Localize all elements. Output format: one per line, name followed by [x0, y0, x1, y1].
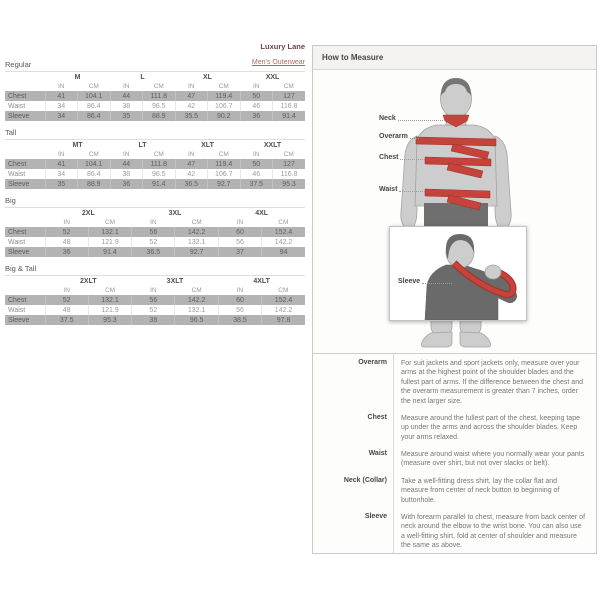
measurement-value: 37.5: [45, 315, 88, 325]
unit-header: CM: [104, 219, 116, 226]
measurement-value: 52: [132, 305, 175, 315]
size-header: MT: [72, 142, 83, 149]
measurement-value: 56: [132, 227, 175, 237]
measurement-value: 86.4: [78, 111, 111, 121]
measurement-value: 88.9: [78, 179, 111, 189]
size-header: XXL: [265, 74, 280, 81]
row-label: Chest: [5, 227, 45, 237]
unit-header: IN: [236, 287, 244, 294]
measurement-value: 35: [45, 179, 78, 189]
row-label: Sleeve: [5, 111, 45, 121]
size-table-big-tall: [5, 277, 305, 325]
size-header: XLT: [201, 142, 214, 149]
unit-header: CM: [191, 219, 202, 226]
measurement-value: 90.2: [208, 111, 241, 121]
measurement-value: 91.4: [143, 179, 176, 189]
measurement-value: 142.2: [262, 237, 305, 247]
table-row-waist: [5, 101, 305, 111]
size-header: 2XLT: [80, 278, 97, 285]
measurement-value: 41: [45, 159, 78, 169]
unit-header: CM: [88, 151, 99, 158]
size-table-regular: [5, 73, 305, 121]
measurement-value: 106.7: [208, 169, 241, 179]
measurement-value: 92.7: [175, 247, 218, 257]
how-to-measure-panel: [312, 45, 597, 554]
sleeve-inset: [389, 226, 527, 321]
measurement-value: 36: [110, 179, 143, 189]
brand-name: Luxury Lane: [260, 42, 305, 51]
measurement-value: 96.5: [175, 315, 218, 325]
measurement-diagram: [313, 70, 596, 353]
measurement-value: 52: [45, 295, 88, 305]
measurement-value: 104.1: [78, 159, 111, 169]
category-link[interactable]: Men's Outerwear: [251, 59, 305, 66]
unit-header: IN: [253, 83, 260, 90]
measurement-value: 132.1: [175, 237, 218, 247]
measurement-value: 38: [110, 169, 143, 179]
size-header: L: [140, 74, 145, 81]
measurement-value: 104.1: [78, 91, 111, 101]
measurement-value: 42: [175, 101, 208, 111]
measurement-value: 34: [45, 111, 78, 121]
definition-term: Neck (Collar): [313, 472, 394, 508]
measurement-value: 56: [218, 305, 261, 315]
definition-term: Waist: [313, 445, 394, 472]
measurement-value: 38.5: [218, 315, 261, 325]
chest-label: [379, 152, 425, 161]
measurement-value: 38: [110, 101, 143, 111]
measurement-value: 50: [240, 159, 273, 169]
size-header: 3XLT: [166, 278, 184, 285]
measurement-value: 142.2: [262, 305, 305, 315]
size-section-title: Regular: [5, 60, 305, 72]
unit-header: IN: [188, 151, 195, 158]
measurement-value: 86.4: [78, 169, 111, 179]
table-row-sleeve: [5, 179, 305, 189]
waist-label: [379, 184, 425, 193]
table-row-waist: [5, 305, 305, 315]
measurement-value: 35.5: [175, 111, 208, 121]
table-row-chest: [5, 91, 305, 101]
measurement-value: 50: [240, 91, 273, 101]
unit-header: IN: [58, 151, 65, 158]
size-section-big: [5, 196, 305, 257]
measurement-value: 91.4: [273, 111, 306, 121]
size-table-tall: [5, 141, 305, 189]
unit-header: CM: [283, 151, 294, 158]
measurement-value: 111.8: [143, 91, 176, 101]
measurement-value: 116.8: [273, 101, 306, 111]
measurement-value: 132.1: [88, 227, 131, 237]
table-row-waist: [5, 169, 305, 179]
waist-label-text: Waist: [379, 186, 398, 193]
unit-header: IN: [63, 287, 70, 294]
table-row-sleeve: [5, 315, 305, 325]
measurement-value: 88.9: [143, 111, 176, 121]
measurement-value: 127: [273, 91, 306, 101]
measurement-value: 127: [273, 159, 306, 169]
measurement-value: 97.8: [262, 315, 305, 325]
sleeve-label: [398, 276, 452, 285]
measurement-value: 52: [45, 227, 88, 237]
unit-header: IN: [58, 83, 65, 90]
size-header: XL: [203, 74, 212, 81]
unit-header: IN: [123, 83, 130, 90]
chest-label-text: Chest: [379, 154, 399, 161]
measurement-value: 38: [132, 315, 175, 325]
waist-leader-line: [399, 191, 425, 192]
unit-header: IN: [150, 287, 157, 294]
measurement-value: 36: [45, 247, 88, 257]
neck-label-text: Neck: [379, 115, 396, 122]
overarm-label: [379, 131, 419, 140]
measurement-value: 46: [240, 169, 273, 179]
unit-header: CM: [278, 219, 289, 226]
table-row-chest: [5, 227, 305, 237]
measurement-value: 48: [45, 237, 88, 247]
measurement-value: 121.9: [88, 237, 131, 247]
measurement-value: 152.4: [262, 227, 305, 237]
size-section-big-tall: [5, 264, 305, 325]
neck-leader-line: [398, 120, 443, 121]
measurement-value: 95.3: [273, 179, 306, 189]
measurement-value: 96.5: [143, 101, 176, 111]
measurement-value: 56: [218, 237, 261, 247]
overarm-leader-line: [410, 138, 419, 139]
sleeve-leader-line: [422, 283, 452, 284]
table-row-waist: [5, 237, 305, 247]
measurement-value: 47: [175, 91, 208, 101]
size-header: 4XLT: [253, 278, 270, 285]
unit-header: IN: [188, 83, 195, 90]
sleeve-label-text: Sleeve: [398, 278, 421, 285]
measurement-value: 142.2: [175, 295, 218, 305]
row-label: Waist: [8, 306, 26, 314]
measurement-value: 46: [240, 101, 273, 111]
size-header: 4XL: [255, 210, 269, 217]
measurement-value: 34: [45, 101, 78, 111]
measurement-value: 92.7: [208, 179, 241, 189]
measurement-value: 121.9: [88, 305, 131, 315]
unit-header: CM: [278, 287, 289, 294]
measurement-value: 95.3: [88, 315, 131, 325]
measurement-value: 111.8: [143, 159, 176, 169]
neck-label: [379, 113, 443, 122]
measure-definitions: [313, 353, 596, 553]
profile-fist: [485, 265, 501, 279]
row-label: Waist: [8, 238, 26, 246]
definition-description: Measure around the fullest part of the chest, keeping tape up under the arms and across the shoulder blades. Keep your arms relaxed.: [401, 414, 581, 441]
size-section-tall: [5, 128, 305, 189]
measurement-value: 41: [45, 91, 78, 101]
table-row-chest: [5, 159, 305, 169]
unit-header: CM: [283, 83, 294, 90]
unit-header: CM: [191, 287, 202, 294]
size-header: XXLT: [263, 142, 282, 149]
unit-header: CM: [218, 151, 229, 158]
overarm-label-text: Overarm: [379, 133, 408, 140]
panel-title: How to Measure: [313, 46, 596, 70]
unit-header: IN: [150, 219, 157, 226]
unit-header: IN: [63, 219, 70, 226]
size-header: M: [74, 74, 81, 81]
measurement-value: 42: [175, 169, 208, 179]
unit-header: CM: [104, 287, 116, 294]
table-row-chest: [5, 295, 305, 305]
definition-term: Overarm: [313, 354, 394, 409]
measurement-value: 34: [45, 169, 78, 179]
measurement-value: 142.2: [175, 227, 218, 237]
measurement-value: 37.5: [240, 179, 273, 189]
unit-header: CM: [153, 83, 164, 90]
unit-header: CM: [88, 83, 99, 90]
measurement-value: 106.7: [208, 101, 241, 111]
row-label: Sleeve: [5, 179, 45, 189]
table-row-sleeve: [5, 111, 305, 121]
size-section-title: Big & Tall: [5, 264, 305, 276]
measurement-value: 36.5: [175, 179, 208, 189]
measurement-value: 132.1: [88, 295, 131, 305]
measurement-value: 47: [175, 159, 208, 169]
size-tables: [5, 60, 305, 325]
size-section-regular: [5, 60, 305, 121]
size-table-big: [5, 209, 305, 257]
unit-header: IN: [253, 151, 260, 158]
measurement-value: 36.5: [132, 247, 175, 257]
size-header: 3XL: [168, 210, 182, 217]
measurement-value: 56: [132, 295, 175, 305]
unit-header: CM: [218, 83, 229, 90]
row-label: Waist: [8, 102, 26, 110]
table-row-sleeve: [5, 247, 305, 257]
row-label: Chest: [5, 91, 45, 101]
definition-description: For suit jackets and sport jackets only, measure over your arms at the highest point of the shoulder blades and the fullest part of arms. If the difference between the chest and the overarm measurement is greater than 7 inches, order the next larger size.: [401, 360, 583, 405]
row-label: Sleeve: [5, 247, 45, 257]
row-label: Chest: [5, 295, 45, 305]
definition-description: Measure around waist where you normally wear your pants (measure over shirt, but not over slacks or belt).: [401, 451, 585, 468]
size-header: LT: [138, 142, 147, 149]
row-label: Chest: [5, 159, 45, 169]
definition-description: Take a well-fitting dress shirt, lay the collar flat and measure from center of neck button to beginning of buttonhole.: [401, 477, 560, 504]
size-header: 2XL: [81, 210, 95, 217]
measurement-value: 44: [110, 91, 143, 101]
definition-description: With forearm parallel to chest, measure from back center of neck around the elbow to the wrist bone. You can also use a well-fitting shirt, fold at center of shoulder and measure the same as above.: [401, 513, 586, 549]
measurement-value: 60: [218, 295, 261, 305]
measurement-value: 96.5: [143, 169, 176, 179]
size-section-title: Big: [5, 196, 305, 208]
unit-header: CM: [153, 151, 164, 158]
measurement-value: 35: [110, 111, 143, 121]
chest-leader-line: [400, 159, 425, 160]
measurement-value: 36: [240, 111, 273, 121]
row-label: Sleeve: [5, 315, 45, 325]
row-label: Waist: [8, 170, 26, 178]
measurement-value: 37: [218, 247, 261, 257]
measurement-value: 60: [218, 227, 261, 237]
measurement-value: 132.1: [175, 305, 218, 315]
measurement-value: 116.8: [273, 169, 306, 179]
measurement-value: 48: [45, 305, 88, 315]
measurement-value: 52: [132, 237, 175, 247]
size-section-title: Tall: [5, 128, 305, 140]
measurement-value: 91.4: [88, 247, 131, 257]
definition-term: Sleeve: [313, 508, 394, 554]
definition-term: Chest: [313, 409, 394, 445]
measurement-value: 119.4: [208, 91, 241, 101]
unit-header: IN: [123, 151, 130, 158]
body-figure-profile: [390, 227, 526, 320]
measurement-value: 86.4: [78, 101, 111, 111]
measurement-value: 152.4: [262, 295, 305, 305]
measurement-value: 119.4: [208, 159, 241, 169]
measurement-value: 94: [262, 247, 305, 257]
measurement-value: 44: [110, 159, 143, 169]
unit-header: IN: [236, 219, 244, 226]
